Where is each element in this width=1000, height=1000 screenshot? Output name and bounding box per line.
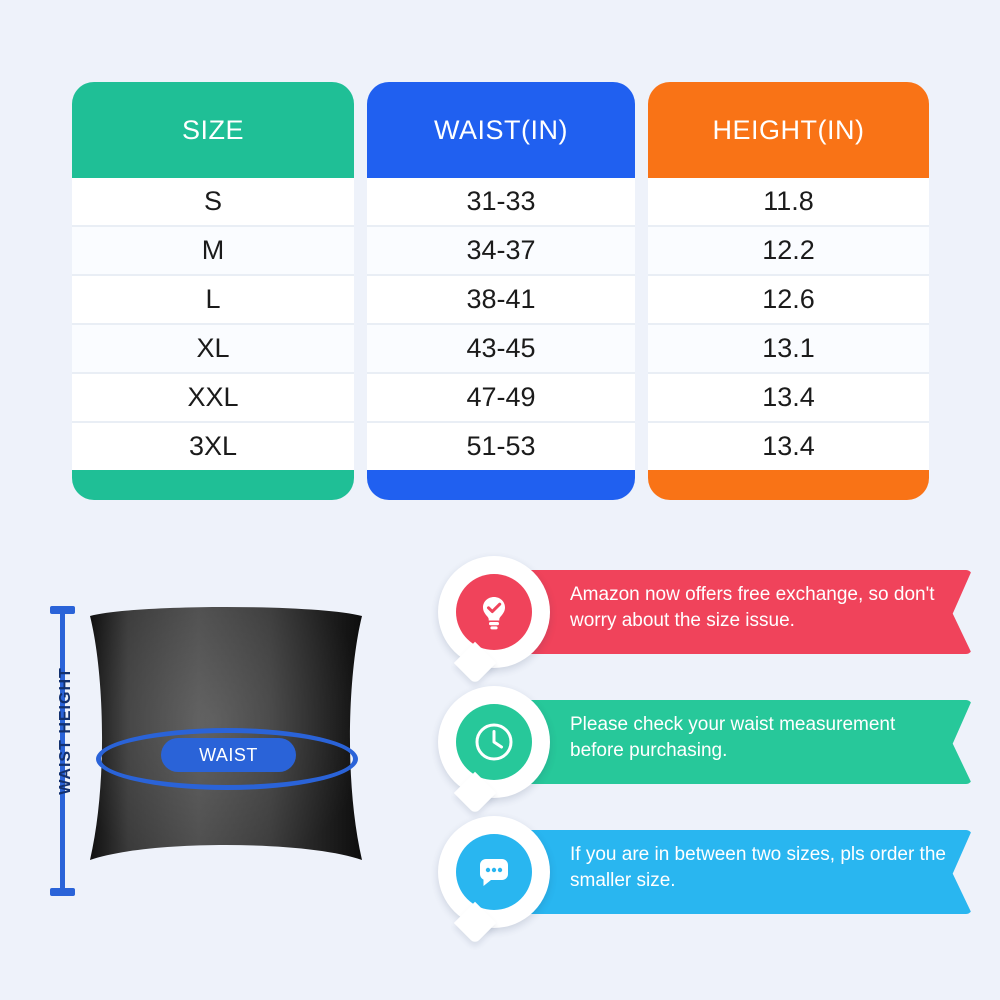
note-text: Please check your waist measurement before purchasing. <box>570 714 896 761</box>
lightbulb-icon <box>456 574 532 650</box>
table-cell: L <box>72 276 354 325</box>
table-cell: 13.4 <box>648 374 929 423</box>
table-cell: 3XL <box>72 423 354 470</box>
note-icon-bubble <box>438 556 550 668</box>
note-icon-bubble <box>438 816 550 928</box>
table-cell: 11.8 <box>648 178 929 227</box>
table-cell: 13.4 <box>648 423 929 470</box>
waist-height-label: WAIST HEIGHT <box>57 667 74 795</box>
note-item <box>432 556 972 674</box>
waist-height-label-wrap <box>38 630 74 870</box>
ruler-cap-bottom <box>50 888 75 896</box>
waist-column <box>367 82 635 500</box>
table-cell: M <box>72 227 354 276</box>
table-cell: 34-37 <box>367 227 635 276</box>
waist-label: WAIST <box>161 738 296 772</box>
column-header-size: SIZE <box>181 114 244 145</box>
table-cell: 31-33 <box>367 178 635 227</box>
table-cell: 12.2 <box>648 227 929 276</box>
column-header-height: HEIGHT(IN) <box>712 114 865 145</box>
table-cell: 51-53 <box>367 423 635 470</box>
size-chart-table <box>72 82 930 500</box>
table-cell: 38-41 <box>367 276 635 325</box>
note-text: Amazon now offers free exchange, so don't worry about the size issue. <box>570 584 935 631</box>
product-diagram <box>18 560 418 980</box>
table-cell: XXL <box>72 374 354 423</box>
table-cell: 43-45 <box>367 325 635 374</box>
table-cell: 47-49 <box>367 374 635 423</box>
note-item <box>432 816 972 934</box>
clock-icon <box>456 704 532 780</box>
note-icon-bubble <box>438 686 550 798</box>
height-column <box>648 82 929 500</box>
table-cell: 12.6 <box>648 276 929 325</box>
table-cell: 13.1 <box>648 325 929 374</box>
notes-list <box>432 556 972 946</box>
note-item <box>432 686 972 804</box>
table-cell: S <box>72 178 354 227</box>
chat-bubble-icon <box>456 834 532 910</box>
size-column <box>72 82 354 500</box>
table-cell: XL <box>72 325 354 374</box>
column-header-waist: WAIST(IN) <box>434 114 568 145</box>
note-text: If you are in between two sizes, pls order the smaller size. <box>570 844 946 891</box>
